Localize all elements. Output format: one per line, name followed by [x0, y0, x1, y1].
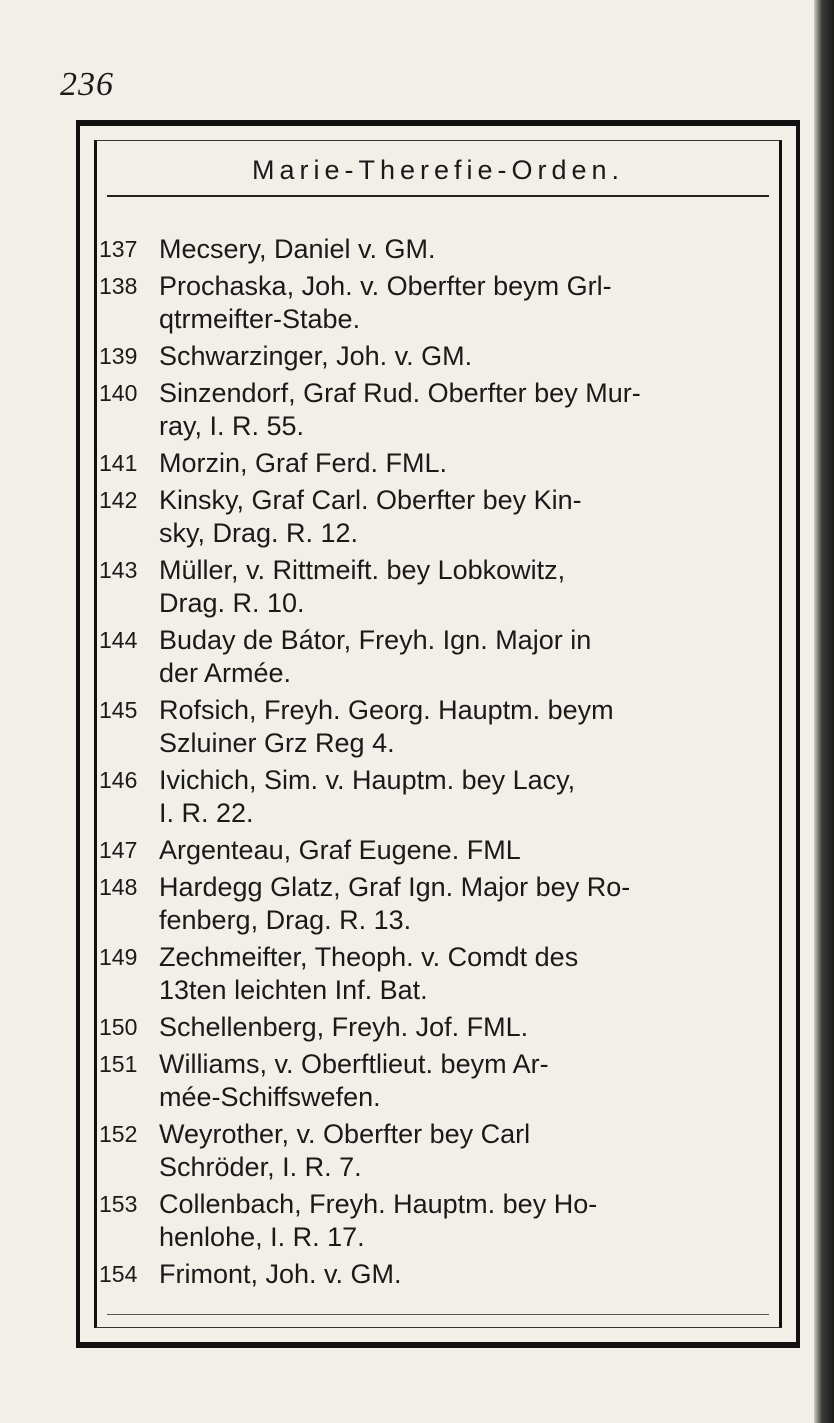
entry-number: 153 [99, 1191, 138, 1217]
entry-line-1: Morzin, Graf Ferd. FML. [159, 448, 448, 478]
page-number: 236 [60, 66, 114, 103]
entry-number: 137 [99, 236, 138, 262]
entry-line-1: Schellenberg, Freyh. Jof. FML. [159, 1012, 529, 1042]
list-item [97, 834, 779, 867]
entry-text [159, 1011, 779, 1044]
entry-line-2: henlohe, I. R. 17. [159, 1222, 365, 1252]
entry-text [159, 484, 779, 550]
entry-line-1: Frimont, Joh. v. GM. [159, 1259, 402, 1289]
section-heading: Marie-Therefie-Orden. [251, 155, 625, 185]
entry-line-2: mée-Schiffswefen. [159, 1082, 381, 1112]
entry-text [159, 554, 779, 620]
entry-number: 143 [99, 557, 138, 583]
entry-text [159, 764, 779, 830]
entry-number: 141 [99, 450, 138, 476]
entry-line-1: Müller, v. Rittmeift. bey Lobkowitz, [159, 555, 566, 585]
entry-line-1: Argenteau, Graf Eugene. FML [159, 835, 521, 865]
entry-text [159, 1188, 779, 1254]
entry-number: 148 [99, 874, 138, 900]
entry-line-2: ray, I. R. 55. [159, 411, 305, 441]
list-item [97, 1188, 779, 1254]
entry-number: 149 [99, 944, 138, 970]
entry-line-1: Prochaska, Joh. v. Oberfter beym Grl- [159, 271, 612, 301]
list-item [97, 1048, 779, 1114]
list-item [97, 233, 779, 266]
list-item [97, 1118, 779, 1184]
list-item [97, 447, 779, 480]
entry-line-2: Schröder, I. R. 7. [159, 1152, 362, 1182]
entry-number: 140 [99, 380, 138, 406]
entry-line-1: Rofsich, Freyh. Georg. Hauptm. beym [159, 695, 614, 725]
entry-text [159, 834, 779, 867]
entry-line-1: Williams, v. Oberftlieut. beym Ar- [159, 1049, 549, 1079]
entry-text [159, 624, 779, 690]
list-item [97, 624, 779, 690]
entry-text [159, 270, 779, 336]
entry-line-1: Schwarzinger, Joh. v. GM. [159, 341, 473, 371]
entry-line-1: Ivichich, Sim. v. Hauptm. bey Lacy, [159, 765, 576, 795]
entry-line-1: Weyrother, v. Oberfter bey Carl [159, 1119, 531, 1149]
entry-text [159, 233, 779, 266]
entry-text [159, 1118, 779, 1184]
entry-number: 145 [99, 697, 138, 723]
entry-text [159, 377, 779, 443]
entry-text [159, 1048, 779, 1114]
page-frame [76, 120, 800, 1348]
entry-line-1: Kinsky, Graf Carl. Oberfter bey Kin- [159, 485, 582, 515]
entry-number: 147 [99, 837, 138, 863]
heading-rule [107, 195, 769, 197]
entry-text [159, 941, 779, 1007]
entry-line-2: Drag. R. 10. [159, 588, 305, 618]
entry-text [159, 1258, 779, 1291]
entry-number: 154 [99, 1261, 138, 1287]
entry-number: 139 [99, 343, 138, 369]
list-item [97, 270, 779, 336]
entry-number: 142 [99, 487, 138, 513]
list-item [97, 340, 779, 373]
entry-line-1: Hardegg Glatz, Graf Ign. Major bey Ro- [159, 872, 631, 902]
entry-list [97, 233, 779, 1295]
entry-number: 151 [99, 1051, 138, 1077]
entry-line-1: Collenbach, Freyh. Hauptm. bey Ho- [159, 1189, 598, 1219]
entry-line-2: I. R. 22. [159, 798, 254, 828]
entry-line-1: Buday de Bátor, Freyh. Ign. Major in [159, 625, 592, 655]
entry-number: 138 [99, 273, 138, 299]
list-item [97, 377, 779, 443]
list-item [97, 1258, 779, 1291]
entry-text [159, 447, 779, 480]
entry-line-2: sky, Drag. R. 12. [159, 518, 359, 548]
entry-number: 152 [99, 1121, 138, 1147]
entry-line-2: qtrmeifter-Stabe. [159, 304, 361, 334]
entry-line-1: Mecsery, Daniel v. GM. [159, 234, 436, 264]
entry-line-1: Sinzendorf, Graf Rud. Oberfter bey Mur- [159, 378, 641, 408]
list-item [97, 484, 779, 550]
list-item [97, 554, 779, 620]
list-item [97, 764, 779, 830]
entry-text [159, 694, 779, 760]
entry-line-2: der Armée. [159, 658, 292, 688]
entry-number: 144 [99, 627, 138, 653]
entry-line-1: Zechmeifter, Theoph. v. Comdt des [159, 942, 579, 972]
entry-number: 150 [99, 1014, 138, 1040]
inner-frame [94, 140, 782, 1328]
entry-number: 146 [99, 767, 138, 793]
list-item [97, 941, 779, 1007]
entry-line-2: 13ten leichten Inf. Bat. [159, 975, 428, 1005]
entry-line-2: fenberg, Drag. R. 13. [159, 905, 412, 935]
entry-line-2: Szluiner Grz Reg 4. [159, 728, 395, 758]
bottom-rule [107, 1314, 769, 1315]
list-item [97, 1011, 779, 1044]
list-item [97, 694, 779, 760]
book-spine [814, 0, 834, 1423]
entry-text [159, 871, 779, 937]
list-item [97, 871, 779, 937]
entry-text [159, 340, 779, 373]
